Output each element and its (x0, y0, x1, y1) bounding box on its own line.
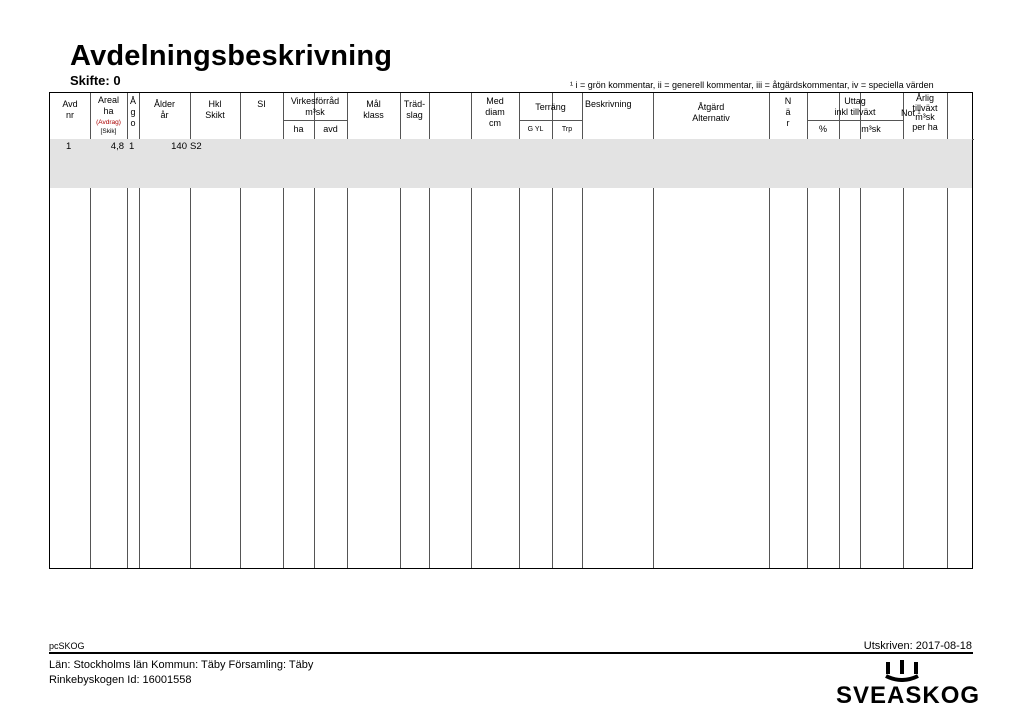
header-uttag-m3: m³sk (861, 124, 881, 134)
legend-note: ¹ i = grön kommentar, ii = generell kommentar, iii = åtgärdskommentar, iv = speciella värden (570, 80, 934, 90)
program-name: pcSKOG (49, 641, 85, 651)
header-subdivider (519, 120, 582, 121)
header-mal: Mål klass (363, 99, 384, 120)
header-virke-ha: ha (293, 124, 304, 134)
header-trad: Träd- slag (403, 99, 426, 120)
header-atgard: Åtgärd Alternativ (692, 102, 730, 123)
cell-avd: 1 (66, 141, 72, 152)
header-arlig: Årlig tillväxt m³sk per ha (912, 93, 938, 132)
header-virke-avd: avd (323, 124, 338, 134)
header-skik: [Skik] (100, 128, 117, 135)
subtitle: Skifte: 0 (70, 73, 121, 88)
cell-ago: 1 (129, 141, 135, 152)
header-virke: Virkesförråd m³sk (290, 96, 340, 117)
cell-hkl: S2 (190, 141, 202, 152)
header-uttag: Uttag inkl tillväxt (834, 96, 876, 117)
header-trp: Trp (561, 126, 573, 133)
print-date: Utskriven: 2017-08-18 (863, 640, 972, 652)
header-beskrivning: Beskrivning (585, 99, 632, 109)
footer-property-id: Rinkebyskogen Id: 16001558 (49, 674, 192, 686)
header-not: Not ¹ (901, 108, 921, 118)
stand-table (49, 92, 973, 569)
header-areal-sub: (Avdrag) (96, 119, 121, 126)
header-terrang: Terräng (535, 102, 566, 112)
header-hkl: Hkl Skikt (205, 99, 225, 120)
header-gyl: G YL (527, 126, 544, 133)
header-uttag-pct: % (818, 124, 827, 134)
header-ago: Å g o (129, 96, 136, 128)
footer-divider (49, 652, 973, 654)
crown-icon (882, 660, 922, 682)
cell-alder: 140 (171, 141, 187, 152)
header-subdivider (283, 120, 347, 121)
header-si: SI (257, 99, 266, 109)
header-areal: Areal ha (97, 95, 119, 116)
header-nar: N ä r (784, 96, 792, 128)
page-title: Avdelningsbeskrivning (70, 40, 393, 72)
cell-areal: 4,8 (110, 141, 124, 152)
header-avd: Avd nr (62, 99, 78, 120)
header-subdivider (807, 120, 903, 121)
header-med: Med diam cm (485, 96, 505, 128)
logo-wordmark: SVEASKOG (836, 682, 981, 709)
footer-location: Län: Stockholms län Kommun: Täby Församling: Täby (49, 659, 314, 671)
header-alder: Ålder år (153, 99, 175, 120)
stand-row-band (50, 139, 972, 188)
